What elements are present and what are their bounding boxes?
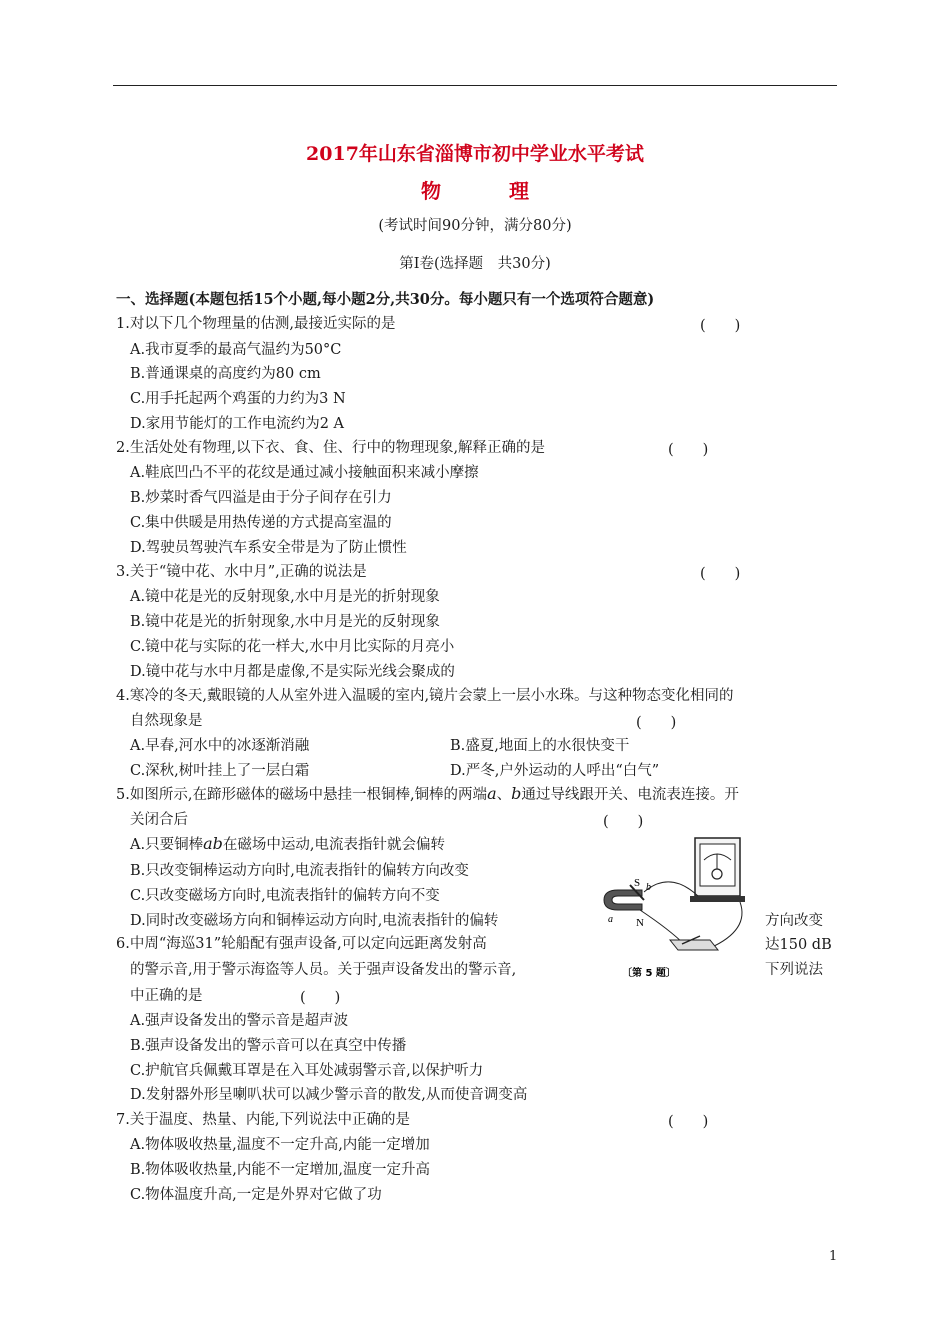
q1-option-b: B.普通课桌的高度约为80 cm (130, 366, 321, 382)
q3-answer-paren: ( ) (700, 566, 741, 582)
q4-stem-line2: 自然现象是 (130, 713, 203, 729)
label-a: a (608, 914, 613, 925)
q3-option-c: C.镜中花与实际的花一样大,水中月比实际的月亮小 (130, 639, 455, 655)
q1-option-a: A.我市夏季的最高气温约为50°C (130, 342, 342, 358)
q3-option-a: A.镜中花是光的反射现象,水中月是光的折射现象 (130, 589, 440, 605)
q6-stem-line2: 的警示音,用于警示海盗等人员。关于强声设备发出的警示音, (130, 962, 517, 978)
q6-option-a: A.强声设备发出的警示音是超声波 (130, 1013, 349, 1029)
q1-answer-paren: ( ) (700, 318, 741, 334)
q1-option-c: C.用手托起两个鸡蛋的力约为3 N (130, 391, 346, 407)
q7-option-c: C.物体温度升高,一定是外界对它做了功 (130, 1187, 382, 1203)
q5-option-b: B.只改变铜棒运动方向时,电流表指针的偏转方向改变 (130, 863, 469, 879)
q5-answer-paren: ( ) (603, 814, 644, 830)
q6-stem-line1-tail: 达150 dB (765, 937, 832, 953)
q7-stem: 7.关于温度、热量、内能,下列说法中正确的是 (116, 1112, 410, 1128)
q4-answer-paren: ( ) (636, 715, 677, 731)
q4-option-c: C.深秋,树叶挂上了一层白霜 (130, 763, 310, 779)
figure-caption: 〔第 5 题〕 (622, 968, 676, 979)
q5-option-c: C.只改变磁场方向时,电流表指针的偏转方向不变 (130, 888, 440, 904)
exam-info: (考试时间90分钟，满分80分) (378, 218, 572, 234)
q6-option-d: D.发射器外形呈喇叭状可以减少警示音的散发,从而使音调变高 (130, 1087, 528, 1103)
q3-option-b: B.镜中花是光的折射现象,水中月是光的反射现象 (130, 614, 440, 630)
galvanometer-icon (690, 838, 745, 902)
q5-stem-pre: 5.如图所示,在蹄形磁体的磁场中悬挂一根铜棒,铜棒的两端 (116, 787, 488, 803)
q6-stem-line2-tail: 下列说法 (765, 962, 823, 978)
q3-stem: 3.关于“镜中花、水中月”,正确的说法是 (116, 564, 367, 580)
q1-stem: 1.对以下几个物理量的估测,最接近实际的是 (116, 316, 396, 332)
q6-option-b: B.强声设备发出的警示音可以在真空中传播 (130, 1038, 407, 1054)
q5-option-a (130, 834, 445, 855)
q5-stem-post: 通过导线跟开关、电流表连接。开 (521, 787, 739, 803)
q2-option-c: C.集中供暖是用热传递的方式提高室温的 (130, 515, 392, 531)
section-heading: 一、选择题(本题包括15个小题,每小题2分,共30分。每小题只有一个选项符合题意) (116, 291, 655, 308)
q4-stem-line1: 4.寒冷的冬天,戴眼镜的人从室外进入温暖的室内,镜片会蒙上一层小水珠。与这种物态变化相同的 (116, 688, 734, 704)
q3-option-d: D.镜中花与水中月都是虚像,不是实际光线会聚成的 (130, 664, 455, 680)
label-s: S (634, 877, 641, 889)
q5-var-b: b (511, 784, 522, 803)
subject-title: 物 理 (421, 179, 553, 203)
exam-title: 2017年山东省淄博市初中学业水平考试 (306, 143, 644, 165)
q5-figure (600, 830, 760, 980)
q5-option-d-tail: 方向改变 (765, 913, 823, 929)
q2-answer-paren: ( ) (668, 442, 709, 458)
q2-option-d: D.驾驶员驾驶汽车系安全带是为了防止惯性 (130, 540, 407, 556)
q4-option-b: B.盛夏,地面上的水很快变干 (450, 738, 630, 754)
q2-option-b: B.炒菜时香气四溢是由于分子间存在引力 (130, 490, 392, 506)
q5-separator: 、 (496, 787, 512, 803)
q5-option-a-pre: A.只要铜棒 (130, 837, 204, 853)
q5-stem-line1 (116, 784, 739, 805)
q6-answer-paren: ( ) (300, 990, 341, 1006)
q5-stem-line2: 关闭合后 (130, 812, 188, 828)
q6-stem-line3: 中正确的是 (130, 988, 203, 1004)
q7-answer-paren: ( ) (668, 1114, 709, 1130)
label-n: N (636, 917, 644, 929)
q4-option-a: A.早春,河水中的冰逐渐消融 (130, 738, 310, 754)
q5-var-ab: ab (203, 834, 223, 853)
q5-option-d: D.同时改变磁场方向和铜棒运动方向时,电流表指针的偏转 (130, 913, 499, 929)
q2-option-a: A.鞋底凹凸不平的花纹是通过减小接触面积来减小摩擦 (130, 465, 479, 481)
q7-option-a: A.物体吸收热量,温度不一定升高,内能一定增加 (130, 1137, 430, 1153)
q7-option-b: B.物体吸收热量,内能不一定增加,温度一定升高 (130, 1162, 430, 1178)
q5-var-a: a (487, 784, 497, 803)
q6-stem-line1: 6.中周“海巡31”轮船配有强声设备,可以定向远距离发射高 (116, 936, 487, 952)
volume-title: 第Ⅰ卷(选择题 共30分) (399, 256, 551, 272)
q5-option-a-post: 在磁场中运动,电流表指针就会偏转 (222, 837, 445, 853)
label-b: b (646, 882, 651, 893)
q2-stem: 2.生活处处有物理,以下衣、食、住、行中的物理现象,解释正确的是 (116, 440, 546, 456)
page-number: 1 (829, 1249, 838, 1264)
q4-option-d: D.严冬,户外运动的人呼出“白气” (450, 763, 660, 779)
q6-option-c: C.护航官兵佩戴耳罩是在入耳处减弱警示音,以保护听力 (130, 1063, 484, 1079)
q1-option-d: D.家用节能灯的工作电流约为2 A (130, 416, 345, 432)
header-rule (113, 85, 837, 86)
